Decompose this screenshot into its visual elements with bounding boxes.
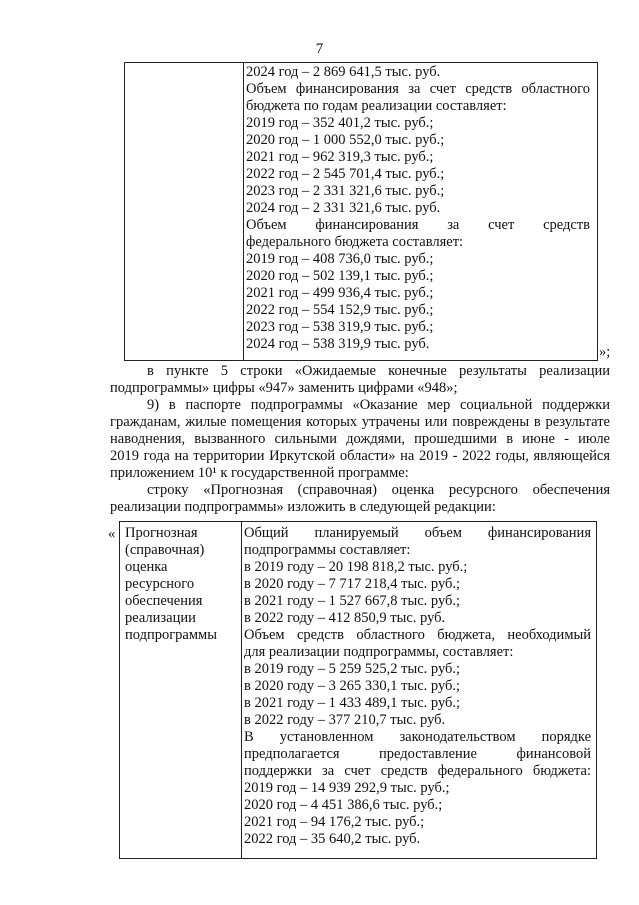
paragraph-line: подпрограммы» цифры «947» заменить цифрами «948»; bbox=[110, 380, 458, 396]
table-line: 2022 год – 2 545 701,4 тыс. руб.; bbox=[246, 166, 445, 182]
table-line: предполагается предоставление финансовой bbox=[244, 746, 591, 762]
table-line: В установленном законодательством порядке bbox=[244, 729, 591, 745]
table-line: Общий планируемый объем финансирования bbox=[244, 525, 591, 541]
funding-table-continued bbox=[124, 62, 598, 361]
table-line: 2024 год – 538 319,9 тыс. руб. bbox=[246, 336, 430, 352]
table-line: 2020 год – 502 139,1 тыс. руб.; bbox=[246, 268, 434, 284]
table-line: 2023 год – 538 319,9 тыс. руб.; bbox=[246, 319, 434, 335]
table-line: в 2020 году – 7 717 218,4 тыс. руб.; bbox=[244, 576, 461, 592]
table-line: 2022 год – 554 152,9 тыс. руб.; bbox=[246, 302, 434, 318]
table-line: Объем средств областного бюджета, необходимый bbox=[244, 627, 591, 643]
table-right-cell bbox=[246, 64, 590, 353]
table-left-cell-empty bbox=[125, 63, 244, 360]
row-label-line: ресурсного bbox=[125, 576, 195, 592]
paragraph-line: наводнения, вызванного сильными дождями, прошедшими в июне - июле bbox=[110, 431, 610, 447]
table-line: в 2021 году – 1 433 489,1 тыс. руб.; bbox=[244, 695, 461, 711]
body-text bbox=[110, 363, 610, 516]
table-line: Объем финансирования за счет средств bbox=[246, 217, 590, 233]
table-line: бюджета по годам реализации составляет: bbox=[246, 98, 507, 114]
paragraph-line: реализации подпрограммы» изложить в следующей редакции: bbox=[110, 499, 496, 515]
row-label-line: реализации bbox=[125, 610, 196, 626]
table-line: 2023 год – 2 331 321,6 тыс. руб.; bbox=[246, 183, 445, 199]
table-right-cell bbox=[244, 525, 591, 848]
table-line: для реализации подпрограммы, составляет: bbox=[244, 644, 514, 660]
table-line: федерального бюджета составляет: bbox=[246, 234, 464, 250]
table-line: 2020 год – 1 000 552,0 тыс. руб.; bbox=[246, 132, 445, 148]
resource-table bbox=[119, 521, 597, 859]
table-line: в 2020 году – 3 265 330,1 тыс. руб.; bbox=[244, 678, 461, 694]
closing-quote: »; bbox=[599, 344, 611, 360]
table-line: 2019 год – 408 736,0 тыс. руб.; bbox=[246, 251, 434, 267]
table-line: Объем финансирования за счет средств областного bbox=[246, 81, 590, 97]
paragraph-line: гражданам, жилые помещения которых утрачены или повреждены в результате bbox=[110, 414, 610, 430]
table-line: 2020 год – 4 451 386,6 тыс. руб.; bbox=[244, 797, 443, 813]
table-line: 2021 год – 499 936,4 тыс. руб.; bbox=[246, 285, 434, 301]
table-line: подпрограммы составляет: bbox=[244, 542, 411, 558]
paragraph-line: в пункте 5 строки «Ожидаемые конечные результаты реализации bbox=[147, 363, 610, 379]
table-line: в 2022 году – 377 210,7 тыс. руб. bbox=[244, 712, 446, 728]
table-line: 2022 год – 35 640,2 тыс. руб. bbox=[244, 831, 421, 847]
opening-quote: « bbox=[108, 526, 116, 542]
table-line: поддержки за счет средств федерального бюджета: bbox=[244, 763, 591, 779]
table-line: 2019 год – 352 401,2 тыс. руб.; bbox=[246, 115, 434, 131]
page-number: 7 bbox=[315, 41, 324, 57]
table-line: 2024 год – 2 869 641,5 тыс. руб. bbox=[246, 64, 441, 80]
row-label-line: оценка bbox=[125, 559, 168, 575]
table-line: 2024 год – 2 331 321,6 тыс. руб. bbox=[246, 200, 441, 216]
paragraph-line: приложением 10¹ к государственной программе: bbox=[110, 465, 409, 481]
table-line: 2021 год – 962 319,3 тыс. руб.; bbox=[246, 149, 434, 165]
row-label-line: подпрограммы bbox=[125, 627, 217, 643]
row-label-line: обеспечения bbox=[125, 593, 203, 609]
paragraph-line: 9) в паспорте подпрограммы «Оказание мер социальной поддержки bbox=[147, 397, 610, 413]
table-line: 2021 год – 94 176,2 тыс. руб.; bbox=[244, 814, 425, 830]
table-line: 2019 год – 14 939 292,9 тыс. руб.; bbox=[244, 780, 450, 796]
table-left-cell bbox=[120, 522, 242, 858]
table-line: в 2019 году – 5 259 525,2 тыс. руб.; bbox=[244, 661, 461, 677]
table-line: в 2022 году – 412 850,9 тыс. руб. bbox=[244, 610, 446, 626]
paragraph-line: 2019 года на территории Иркутской области» на 2019 - 2022 годы, являющейся bbox=[110, 448, 610, 464]
row-label-line: Прогнозная bbox=[125, 525, 198, 541]
paragraph-line: строку «Прогнозная (справочная) оценка ресурсного обеспечения bbox=[147, 482, 610, 498]
table-line: в 2021 году – 1 527 667,8 тыс. руб.; bbox=[244, 593, 461, 609]
row-label-line: (справочная) bbox=[125, 542, 205, 558]
table-line: в 2019 году – 20 198 818,2 тыс. руб.; bbox=[244, 559, 468, 575]
